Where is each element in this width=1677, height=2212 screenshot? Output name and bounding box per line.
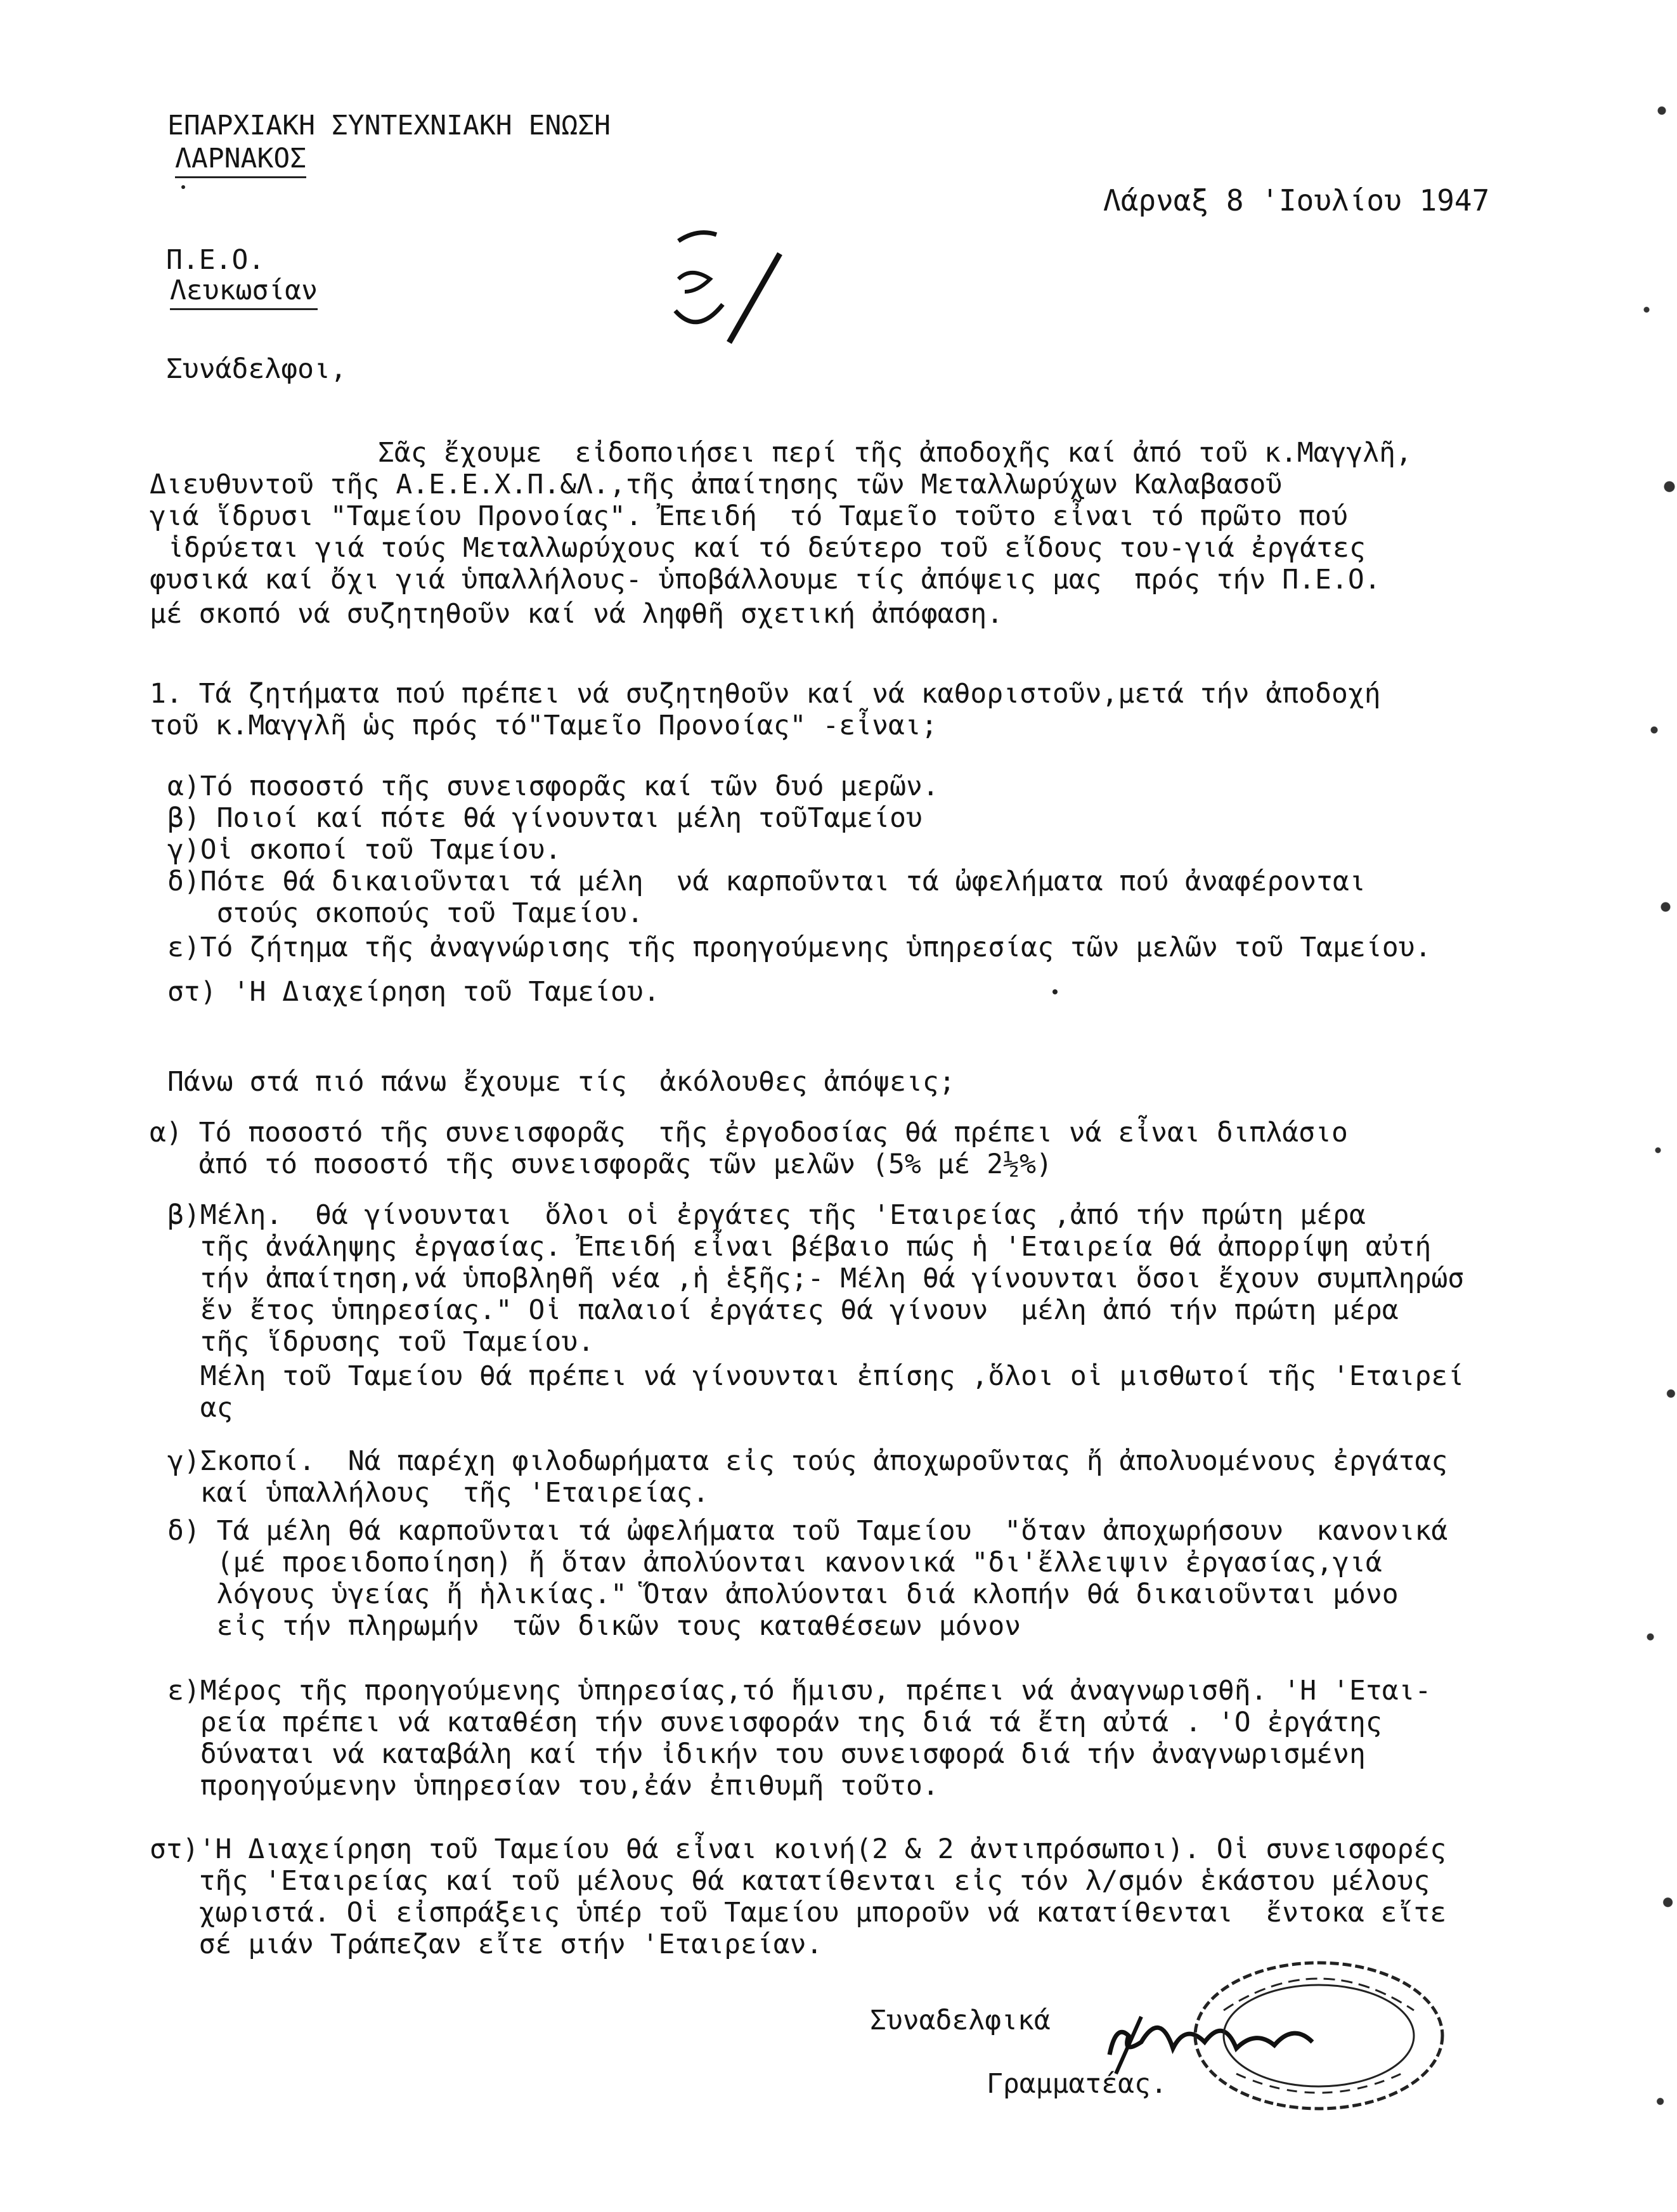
org-city: ΛΑΡΝΑΚΟΣ <box>175 142 306 178</box>
salutation: Συνάδελφοι, <box>166 353 347 385</box>
opinion-line: τῆς ἀνάληψης ἐργασίας. Ἐπειδή εἶναι βέβαιο πώς ἡ 'Εταιρεία θά ἀπορρίψη αὐτή <box>167 1231 1432 1263</box>
opinion-line: ἕν ἔτος ὑπηρεσίας." Οἱ παλαιοί ἐργάτες θά γίνουν μέλη ἀπό τήν πρώτη μέρα <box>167 1294 1399 1326</box>
issue-item: δ)Πότε θά δικαιοῦνται τά μέλη νά καρποῦνται τά ὠφελήματα πού ἀναφέρονται <box>167 866 1366 897</box>
reference-mark-icon <box>659 216 786 355</box>
recipient-name: Π.Ε.Ο. <box>166 244 265 276</box>
opinion-line: χωριστά. Οἱ εἰσπράξεις ὑπέρ τοῦ Ταμείου μποροῦν νά κατατίθενται ἔντοκα εἴτε <box>150 1897 1447 1929</box>
opinion-line: δ) Τά μέλη θά καρποῦνται τά ὠφελήματα τοῦ Ταμείου "ὅταν ἀποχωρήσουν κανονικά <box>167 1515 1448 1547</box>
issue-item: α)Τό ποσοστό τῆς συνεισφορᾶς καί τῶν δυό μερῶν. <box>167 771 939 802</box>
opinion-line: προηγούμενην ὑπηρεσίαν του,ἐάν ἐπιθυμῆ τοῦτο. <box>167 1770 939 1802</box>
scan-speck <box>181 185 185 189</box>
issue-item: β) Ποιοί καί πότε θά γίνουνται μέλη τοῦΤαμείου <box>167 802 923 834</box>
scan-speck <box>1052 989 1058 994</box>
opinion-line: εἰς τήν πληρωμήν τῶν δικῶν τους καταθέσεων μόνον <box>167 1610 1021 1642</box>
opinion-line: τήν ἀπαίτηση,νά ὑποβληθῆ νέα ,ἡ ἑξῆς;- Μέλη θά γίνουνται ὅσοι ἔχουν συμπληρώσ <box>167 1263 1465 1294</box>
issue-item: στ) 'Η Διαχείρηση τοῦ Ταμείου. <box>167 976 660 1008</box>
opinion-line: ας <box>167 1392 233 1424</box>
opinion-line: Μέλη τοῦ Ταμείου θά πρέπει νά γίνουνται ἐπίσης ,ὅλοι οἱ μισθωτοί τῆς 'Εταιρεί <box>167 1360 1465 1392</box>
org-name: ΕΠΑΡΧΙΑΚΗ ΣΥΝΤΕΧΝΙΑΚΗ ΕΝΩΣΗ <box>167 110 611 141</box>
section-1-line: τοῦ κ.Μαγγλῆ ὡς πρός τό"Ταμεῖο Προνοίας" -εἶναι; <box>150 710 938 741</box>
opinions-intro: Πάνω στά πιό πάνω ἔχουμε τίς ἀκόλουθες ἀπόψεις; <box>167 1066 955 1098</box>
closing: Συναδελφικά <box>870 2005 1051 2036</box>
intro-line: Σᾶς ἔχουμε εἰδοποιήσει περί τῆς ἀποδοχῆς καί ἀπό τοῦ κ.Μαγγλῆ, <box>378 437 1412 469</box>
opinion-line: β)Μέλη. θά γίνουνται ὅλοι οἱ ἐργάτες τῆς 'Εταιρείας ,ἀπό τήν πρώτη μέρα <box>167 1199 1366 1231</box>
scan-edge-noise <box>1601 0 1677 2212</box>
opinion-line: (μέ προειδοποίηση) ἤ ὅταν ἀπολύονται κανονικά "δι'ἔλλειψιν ἐργασίας,γιά <box>167 1547 1382 1578</box>
intro-line: φυσικά καί ὄχι γιά ὑπαλλήλους- ὑποβάλλουμε τίς ἀπόψεις μας πρός τήν Π.Ε.Ο. <box>150 564 1381 595</box>
opinion-line: λόγους ὑγείας ἤ ἡλικίας." Ὅταν ἀπολύονται διά κλοπήν θά δικαιοῦνται μόνο <box>167 1578 1399 1610</box>
opinion-line: καί ὑπαλλήλους τῆς 'Εταιρείας. <box>167 1477 709 1509</box>
section-1-line: 1. Τά ζητήματα πού πρέπει νά συζητηθοῦν καί νά καθοριστοῦν,μετά τήν ἀποδοχή <box>150 678 1381 710</box>
union-stamp-icon <box>1186 1953 1452 2118</box>
opinion-line: τῆς ἵδρυσης τοῦ Ταμείου. <box>167 1326 595 1358</box>
opinion-line: ε)Μέρος τῆς προηγούμενης ὑπηρεσίας,τό ἥμισυ, πρέπει νά ἀναγνωρισθῆ. 'Η 'Εται- <box>167 1675 1432 1707</box>
opinion-line: τῆς 'Εταιρείας καί τοῦ μέλους θά κατατίθενται εἰς τόν λ/σμόν ἑκάστου μέλους <box>150 1865 1430 1897</box>
recipient-city: Λευκωσίαν <box>170 274 318 310</box>
opinion-line: ἀπό τό ποσοστό τῆς συνεισφορᾶς τῶν μελῶν (5% μέ 2½%) <box>150 1148 1052 1180</box>
intro-line: μέ σκοπό νά συζητηθοῦν καί νά ληφθῆ σχετική ἀπόφαση. <box>150 598 1004 630</box>
opinion-line: γ)Σκοποί. Νά παρέχη φιλοδωρήματα εἰς τούς ἀποχωροῦντας ἤ ἀπολυομένους ἐργάτας <box>167 1445 1448 1477</box>
issue-item: ε)Τό ζήτημα τῆς ἀναγνώρισης τῆς προηγούμενης ὑπηρεσίας τῶν μελῶν τοῦ Ταμείου. <box>167 932 1432 963</box>
opinion-line: ρεία πρέπει νά καταθέση τήν συνεισφοράν της διά τά ἔτη αὐτά . 'Ο ἐργάτης <box>167 1707 1382 1738</box>
signer-title: Γραμματέας. <box>987 2068 1167 2100</box>
issue-item: γ)Οἱ σκοποί τοῦ Ταμείου. <box>167 834 562 866</box>
opinion-line: στ)'Η Διαχείρηση τοῦ Ταμείου θά εἶναι κοινή(2 & 2 ἀντιπρόσωποι). Οἱ συνεισφορές <box>150 1833 1447 1865</box>
intro-line: Διευθυντοῦ τῆς Α.Ε.Ε.Χ.Π.&Λ.,τῆς ἀπαίτησης τῶν Μεταλλωρύχων Καλαβασοῦ <box>150 469 1283 500</box>
intro-line: ἱδρύεται γιά τούς Μεταλλωρύχους καί τό δεύτερο τοῦ εἴδους του-γιά ἐργάτες <box>167 532 1366 564</box>
issue-item: στούς σκοπούς τοῦ Ταμείου. <box>167 897 644 929</box>
intro-line: γιά ἵδρυσι "Ταμείου Προνοίας". Ἐπειδή τό Ταμεῖο τοῦτο εἶναι τό πρῶτο πού <box>150 500 1348 532</box>
opinion-line: δύναται νά καταβάλη καί τήν ἰδικήν του συνεισφορά διά τήν ἀναγνωρισμένη <box>167 1738 1366 1770</box>
opinion-line: α) Τό ποσοστό τῆς συνεισφορᾶς τῆς ἐργοδοσίας θά πρέπει νά εἶναι διπλάσιο <box>150 1117 1348 1148</box>
letter-date: Λάρναξ 8 'Ιουλίου 1947 <box>1103 183 1490 218</box>
opinion-line: σέ μιάν Τράπεζαν εἴτε στήν 'Εταιρείαν. <box>150 1929 823 1960</box>
